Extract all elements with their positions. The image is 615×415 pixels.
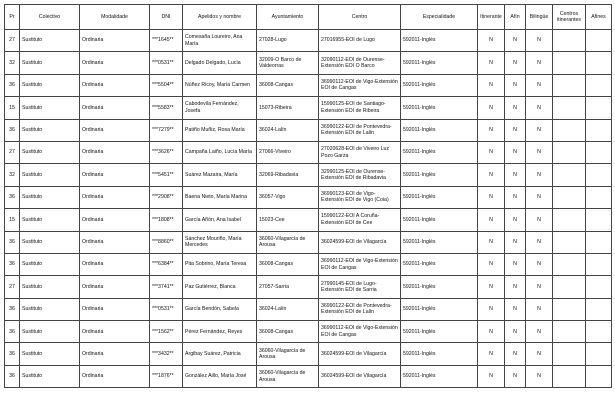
cell-colectivo: Sustituto (20, 186, 80, 208)
cell-afin: N (505, 52, 526, 74)
cell-pr: 15 (5, 97, 20, 119)
cell-itinerante: N (478, 74, 505, 96)
cell-especialidade: 592011-Inglés (401, 253, 478, 275)
cell-afin: N (505, 164, 526, 186)
cell-modalidade: Ordinaria (80, 321, 150, 343)
cell-modalidade: Ordinaria (80, 231, 150, 253)
table-row (5, 365, 612, 387)
cell-especialidade: 592011-Inglés (401, 276, 478, 298)
cell-centro: 32090112-EOI de Ourense-Extensión EOI O Barco (319, 52, 401, 74)
cell-ayuntamiento: 27028-Lugo (257, 30, 319, 52)
cell-modalidade: Ordinaria (80, 253, 150, 275)
cell-itinerante: N (478, 141, 505, 163)
cell-ayuntamiento: 36057-Vigo (257, 186, 319, 208)
cell-pr: 15 (5, 209, 20, 231)
cell-centros-itinerantes (553, 365, 586, 387)
cell-colectivo: Sustituto (20, 97, 80, 119)
cell-colectivo: Sustituto (20, 298, 80, 320)
cell-dni: ***8860** (150, 231, 183, 253)
cell-dni: ***5504** (150, 74, 183, 96)
cell-afin: N (505, 321, 526, 343)
header-afines: Afines (586, 5, 612, 30)
header-modalidade: Modalidade (80, 5, 150, 30)
header-pr: Pr (5, 5, 20, 30)
cell-itinerante: N (478, 30, 505, 52)
cell-afines (586, 119, 612, 141)
cell-ayuntamiento: 27057-Sarria (257, 276, 319, 298)
cell-colectivo: Sustituto (20, 209, 80, 231)
cell-itinerante: N (478, 186, 505, 208)
cell-pr: 36 (5, 321, 20, 343)
cell-centro: 27020628-EOI de Viveiro Luz Pozo Garza (319, 141, 401, 163)
cell-centros-itinerantes (553, 30, 586, 52)
table-row (5, 298, 612, 320)
cell-modalidade: Ordinaria (80, 276, 150, 298)
cell-dni: ***3432** (150, 343, 183, 365)
header-especialidade: Especialidade (401, 5, 478, 30)
cell-pr: 36 (5, 365, 20, 387)
cell-especialidade: 592011-Inglés (401, 164, 478, 186)
cell-centros-itinerantes (553, 52, 586, 74)
cell-afines (586, 141, 612, 163)
cell-colectivo: Sustituto (20, 365, 80, 387)
cell-centros-itinerantes (553, 119, 586, 141)
cell-ayuntamiento: 15073-Ribeira (257, 97, 319, 119)
cell-especialidade: 592011-Inglés (401, 321, 478, 343)
cell-centro: 36990122-EOI de Pontevedra-Extensión EOI de Lalín (319, 119, 401, 141)
cell-centro: 36024599-EOI de Vilagarcía (319, 365, 401, 387)
cell-dni: ***0531** (150, 298, 183, 320)
cell-nombre: Campaña Laiño, Lucía María (183, 141, 257, 163)
cell-centro: 36990112-EOI de Vigo-Extensión EOI de Cangas (319, 74, 401, 96)
header-centro: Centro (319, 5, 401, 30)
header-afin: Afín (505, 5, 526, 30)
cell-modalidade: Ordinaria (80, 74, 150, 96)
cell-centros-itinerantes (553, 321, 586, 343)
table-row (5, 30, 612, 52)
cell-centro: 36990123-EOI de Vigo-Extensión EOI de Vigo (Coia) (319, 186, 401, 208)
cell-ayuntamiento: 36060-Vilagarcía de Arousa (257, 231, 319, 253)
cell-pr: 36 (5, 74, 20, 96)
cell-afin: N (505, 186, 526, 208)
cell-especialidade: 592011-Inglés (401, 365, 478, 387)
cell-afines (586, 52, 612, 74)
header-row (5, 5, 612, 30)
cell-bilingue: N (526, 276, 553, 298)
cell-pr: 32 (5, 164, 20, 186)
cell-centros-itinerantes (553, 141, 586, 163)
cell-ayuntamiento: 15023-Cee (257, 209, 319, 231)
cell-colectivo: Sustituto (20, 231, 80, 253)
cell-centros-itinerantes (553, 186, 586, 208)
header-ayuntamiento: Ayuntamiento (257, 5, 319, 30)
cell-bilingue: N (526, 30, 553, 52)
cell-ayuntamiento: 36024-Lalín (257, 298, 319, 320)
cell-centros-itinerantes (553, 343, 586, 365)
cell-nombre: Patiño Muñiz, Rosa María (183, 119, 257, 141)
cell-nombre: Suárez Mazaira, María (183, 164, 257, 186)
cell-especialidade: 592011-Inglés (401, 30, 478, 52)
cell-dni: ***3626** (150, 141, 183, 163)
cell-ayuntamiento: 36024-Lalín (257, 119, 319, 141)
cell-afin: N (505, 253, 526, 275)
cell-modalidade: Ordinaria (80, 186, 150, 208)
cell-especialidade: 592011-Inglés (401, 119, 478, 141)
cell-centro: 27016955-EOI de Lugo (319, 30, 401, 52)
cell-afines (586, 343, 612, 365)
header-itinerante: Itinerante (478, 5, 505, 30)
cell-modalidade: Ordinaria (80, 141, 150, 163)
header-colectivo: Colectivo (20, 5, 80, 30)
table-row (5, 97, 612, 119)
cell-centros-itinerantes (553, 209, 586, 231)
cell-itinerante: N (478, 52, 505, 74)
cell-bilingue: N (526, 209, 553, 231)
cell-afin: N (505, 276, 526, 298)
cell-ayuntamiento: 36008-Cangas (257, 253, 319, 275)
cell-nombre: Paz Gutiérrez, Blanca (183, 276, 257, 298)
table-row (5, 253, 612, 275)
cell-bilingue: N (526, 298, 553, 320)
cell-itinerante: N (478, 321, 505, 343)
cell-pr: 32 (5, 52, 20, 74)
table-row (5, 343, 612, 365)
cell-ayuntamiento: 36060-Vilagarcía de Arousa (257, 343, 319, 365)
cell-bilingue: N (526, 186, 553, 208)
cell-bilingue: N (526, 97, 553, 119)
cell-itinerante: N (478, 164, 505, 186)
cell-nombre: Delgado Delgado, Lucía (183, 52, 257, 74)
table-row (5, 186, 612, 208)
cell-afin: N (505, 97, 526, 119)
cell-dni: ***3741** (150, 276, 183, 298)
cell-modalidade: Ordinaria (80, 97, 150, 119)
cell-modalidade: Ordinaria (80, 119, 150, 141)
cell-centros-itinerantes (553, 97, 586, 119)
table-row (5, 74, 612, 96)
cell-modalidade: Ordinaria (80, 343, 150, 365)
cell-itinerante: N (478, 119, 505, 141)
cell-afin: N (505, 30, 526, 52)
cell-nombre: Sánchez Mouriño, María Mercedes (183, 231, 257, 253)
table-row (5, 231, 612, 253)
table-header (5, 5, 612, 30)
cell-itinerante: N (478, 298, 505, 320)
cell-nombre: García Bendón, Sabela (183, 298, 257, 320)
cell-pr: 36 (5, 343, 20, 365)
cell-pr: 27 (5, 30, 20, 52)
table-row (5, 276, 612, 298)
cell-colectivo: Sustituto (20, 276, 80, 298)
cell-dni: ***1562** (150, 321, 183, 343)
cell-afines (586, 164, 612, 186)
cell-modalidade: Ordinaria (80, 209, 150, 231)
cell-centro: 36024599-EOI de Vilagarcía (319, 343, 401, 365)
cell-dni: ***5583** (150, 97, 183, 119)
table-row (5, 209, 612, 231)
cell-especialidade: 592011-Inglés (401, 209, 478, 231)
cell-afines (586, 97, 612, 119)
cell-afines (586, 365, 612, 387)
cell-modalidade: Ordinaria (80, 30, 150, 52)
cell-nombre: Comesaña Loureiro, Ana María (183, 30, 257, 52)
cell-afin: N (505, 209, 526, 231)
cell-afin: N (505, 343, 526, 365)
cell-centro: 36990112-EOI de Vigo-Extensión EOI de Cangas (319, 321, 401, 343)
cell-bilingue: N (526, 231, 553, 253)
cell-dni: ***1808** (150, 209, 183, 231)
cell-bilingue: N (526, 343, 553, 365)
cell-centros-itinerantes (553, 276, 586, 298)
cell-modalidade: Ordinaria (80, 298, 150, 320)
table-row (5, 119, 612, 141)
cell-colectivo: Sustituto (20, 74, 80, 96)
cell-nombre: Pita Sobrino, María Teresa (183, 253, 257, 275)
cell-centros-itinerantes (553, 74, 586, 96)
cell-afin: N (505, 141, 526, 163)
cell-dni: ***1645** (150, 30, 183, 52)
cell-modalidade: Ordinaria (80, 52, 150, 74)
cell-itinerante: N (478, 231, 505, 253)
cell-dni: ***1876** (150, 365, 183, 387)
cell-centros-itinerantes (553, 298, 586, 320)
cell-centro: 27990145-EOI de Lugo-Extensión EOI de Sarria (319, 276, 401, 298)
cell-centros-itinerantes (553, 253, 586, 275)
cell-afines (586, 186, 612, 208)
cell-colectivo: Sustituto (20, 30, 80, 52)
cell-centro: 36024599-EOI de Vilagarcía (319, 231, 401, 253)
cell-modalidade: Ordinaria (80, 164, 150, 186)
cell-bilingue: N (526, 119, 553, 141)
cell-especialidade: 592011-Inglés (401, 74, 478, 96)
table-row (5, 141, 612, 163)
cell-centro: 36990122-EOI de Pontevedra-Extensión EOI de Lalín (319, 298, 401, 320)
cell-bilingue: N (526, 365, 553, 387)
cell-pr: 36 (5, 231, 20, 253)
cell-afines (586, 30, 612, 52)
cell-especialidade: 592011-Inglés (401, 97, 478, 119)
cell-afines (586, 298, 612, 320)
cell-afin: N (505, 74, 526, 96)
cell-afin: N (505, 231, 526, 253)
cell-afin: N (505, 365, 526, 387)
cell-ayuntamiento: 36008-Cangas (257, 321, 319, 343)
cell-pr: 27 (5, 276, 20, 298)
cell-colectivo: Sustituto (20, 141, 80, 163)
cell-pr: 36 (5, 298, 20, 320)
cell-afin: N (505, 119, 526, 141)
cell-centro: 32990125-EOI de Ourense-Extensión EOI de Ribadavia (319, 164, 401, 186)
cell-centros-itinerantes (553, 164, 586, 186)
table-row (5, 52, 612, 74)
cell-nombre: Argibay Suárez, Patricia (183, 343, 257, 365)
cell-bilingue: N (526, 321, 553, 343)
cell-especialidade: 592011-Inglés (401, 52, 478, 74)
cell-centro: 15990125-EOI de Santiago-Extensión EOI de Ribeira (319, 97, 401, 119)
cell-afines (586, 231, 612, 253)
cell-afines (586, 253, 612, 275)
cell-itinerante: N (478, 276, 505, 298)
cell-itinerante: N (478, 343, 505, 365)
header-dni: DNI (150, 5, 183, 30)
cell-afines (586, 321, 612, 343)
cell-nombre: Baena Nieto, María Marina (183, 186, 257, 208)
cell-nombre: González Aillo, María José (183, 365, 257, 387)
cell-colectivo: Sustituto (20, 164, 80, 186)
header-centros-itinerantes: Centros itinerantes (553, 5, 586, 30)
cell-especialidade: 592011-Inglés (401, 298, 478, 320)
cell-ayuntamiento: 27066-Viveiro (257, 141, 319, 163)
cell-colectivo: Sustituto (20, 119, 80, 141)
cell-bilingue: N (526, 74, 553, 96)
cell-especialidade: 592011-Inglés (401, 186, 478, 208)
cell-bilingue: N (526, 164, 553, 186)
cell-afines (586, 74, 612, 96)
cell-pr: 36 (5, 186, 20, 208)
cell-itinerante: N (478, 209, 505, 231)
cell-bilingue: N (526, 52, 553, 74)
cell-centro: 15990122-EOI A Coruña-Extensión EOI de Cee (319, 209, 401, 231)
cell-afines (586, 276, 612, 298)
cell-especialidade: 592011-Inglés (401, 231, 478, 253)
cell-colectivo: Sustituto (20, 343, 80, 365)
cell-afines (586, 209, 612, 231)
cell-itinerante: N (478, 365, 505, 387)
table-row (5, 321, 612, 343)
table-body (5, 30, 612, 388)
cell-colectivo: Sustituto (20, 253, 80, 275)
cell-centros-itinerantes (553, 231, 586, 253)
cell-bilingue: N (526, 253, 553, 275)
cell-ayuntamiento: 32069-Ribadavia (257, 164, 319, 186)
cell-centro: 36990112-EOI de Vigo-Extensión EOI de Cangas (319, 253, 401, 275)
header-nombre: Apelidos y nombre (183, 5, 257, 30)
cell-ayuntamiento: 36008-Cangas (257, 74, 319, 96)
cell-dni: ***6384** (150, 253, 183, 275)
cell-colectivo: Sustituto (20, 321, 80, 343)
cell-ayuntamiento: 32009-O Barco de Valdeorras (257, 52, 319, 74)
cell-dni: ***0531** (150, 52, 183, 74)
cell-ayuntamiento: 36060-Vilagarcía de Arousa (257, 365, 319, 387)
cell-bilingue: N (526, 141, 553, 163)
cell-afin: N (505, 298, 526, 320)
cell-pr: 27 (5, 141, 20, 163)
cell-nombre: García Añón, Ana Isabel (183, 209, 257, 231)
cell-itinerante: N (478, 97, 505, 119)
cell-especialidade: 592011-Inglés (401, 343, 478, 365)
cell-nombre: Pérez Fernández, Reyes (183, 321, 257, 343)
table-row (5, 164, 612, 186)
header-bilingue: Bilingüe (526, 5, 553, 30)
cell-especialidade: 592011-Inglés (401, 141, 478, 163)
cell-nombre: Cabodevila Fernández, Josefa (183, 97, 257, 119)
cell-pr: 36 (5, 253, 20, 275)
cell-dni: ***7279** (150, 119, 183, 141)
cell-itinerante: N (478, 253, 505, 275)
cell-dni: ***5451** (150, 164, 183, 186)
cell-modalidade: Ordinaria (80, 365, 150, 387)
cell-dni: ***2908** (150, 186, 183, 208)
cell-nombre: Núñez Ricoy, María Carmen (183, 74, 257, 96)
cell-pr: 36 (5, 119, 20, 141)
cell-colectivo: Sustituto (20, 52, 80, 74)
assignments-table (4, 4, 612, 388)
